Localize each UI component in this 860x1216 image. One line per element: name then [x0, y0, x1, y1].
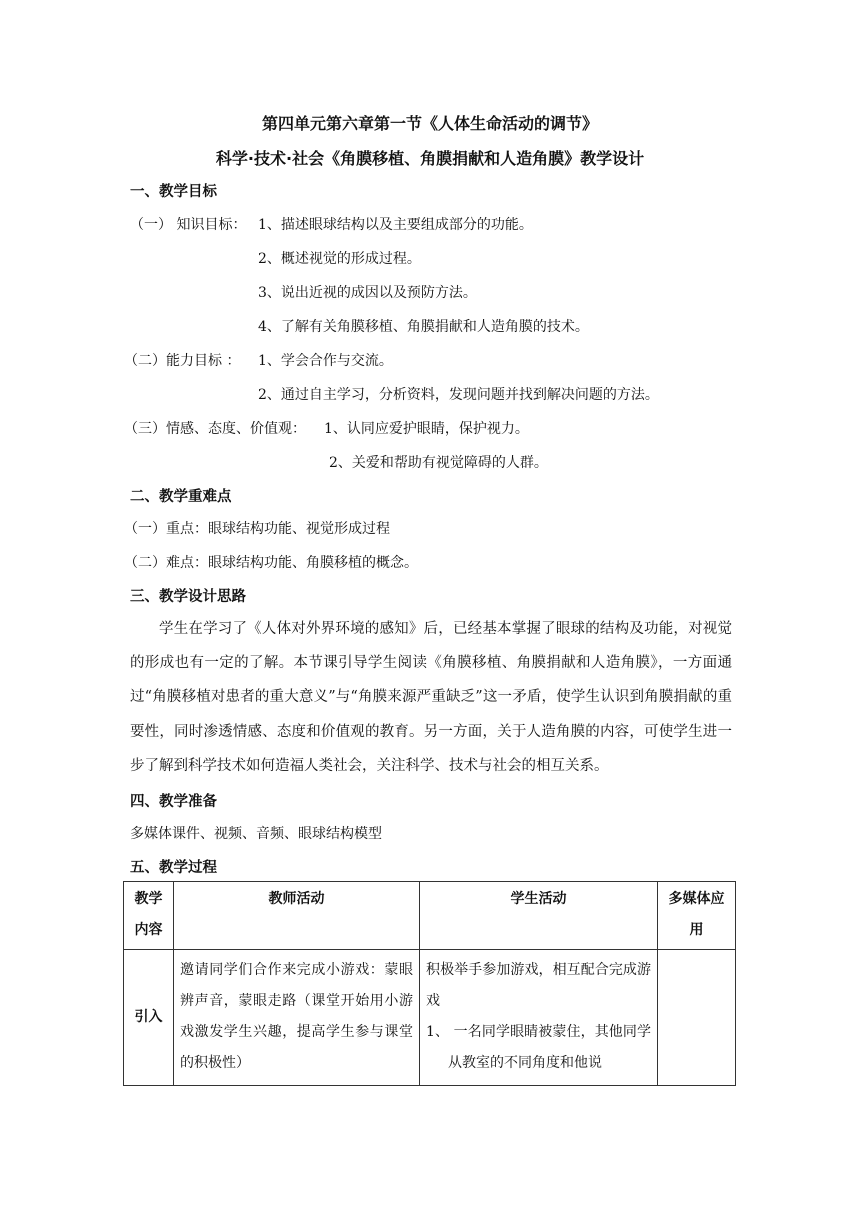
- teaching-materials: 多媒体课件、视频、音频、眼球结构模型: [130, 826, 382, 842]
- difficult-point: （二）难点：眼球结构功能、角膜移植的概念。: [124, 555, 418, 571]
- key-point: （一）重点：眼球结构功能、视觉形成过程: [124, 521, 390, 537]
- section-1-heading: 一、教学目标: [130, 184, 217, 200]
- section-3-heading: 三、教学设计思路: [130, 589, 246, 605]
- row-content-intro: 引入: [124, 950, 174, 1086]
- header-teacher: 教师活动: [174, 882, 420, 950]
- ability-goal-label: （二）能力目标 ：: [124, 353, 241, 369]
- section-4-heading: 四、教学准备: [130, 794, 217, 810]
- section-2-heading: 二、教学重难点: [130, 489, 232, 505]
- lesson-process-table: [123, 881, 736, 1086]
- emotion-goal-1: 1、认同应爱护眼睛，保护视力。: [324, 421, 529, 437]
- knowledge-goal-3: 3、说出近视的成因以及预防方法。: [258, 285, 477, 301]
- row-media: [658, 950, 736, 1086]
- doc-subtitle: 科学·技术·社会《角膜移植、角膜捐献和人造角膜》教学设计: [215, 149, 645, 168]
- ability-goal-2: 2、通过自主学习，分析资料，发现问题并找到解决问题的方法。: [258, 387, 659, 403]
- row-teacher-activity: 邀请同学们合作来完成小游戏：蒙眼辨声音，蒙眼走路（课堂开始用小游戏激发学生兴趣，提高学生参与课堂的积极性）: [174, 950, 420, 1086]
- section-5-heading: 五、教学过程: [130, 860, 217, 876]
- emotion-goal-label: （三）情感、态度、价值观：: [124, 421, 306, 437]
- table-row: [124, 950, 736, 1086]
- knowledge-goal-2: 2、概述视觉的形成过程。: [258, 251, 421, 267]
- student-activity-step-1: 1、 一名同学眼睛被蒙住，其他同学从教室的不同角度和他说: [426, 1024, 651, 1071]
- ability-goal-1: 1、学会合作与交流。: [258, 353, 393, 369]
- header-media: 多媒体应用: [658, 882, 736, 950]
- doc-title: 第四单元第六章第一节《人体生命活动的调节》: [261, 114, 598, 133]
- header-student: 学生活动: [420, 882, 658, 950]
- table-header-row: [124, 882, 736, 950]
- header-content: 教学内容: [124, 882, 174, 950]
- knowledge-goal-label: （一） 知识目标：: [130, 217, 247, 233]
- row-student-activity: [420, 950, 658, 1086]
- design-rationale-paragraph: 学生在学习了《人体对外界环境的感知》后，已经基本掌握了眼球的结构及功能，对视觉的形成也有一定的了解。本节课引导学生阅读《角膜移植、角膜捐献和人造角膜》，一方面通过“角膜移植对患者的重大意义”与“角膜来源严重缺乏”这一矛盾，使学生认识到角膜捐献的重要性，同时渗透情感、态度和价值观的教育。另一方面，关于人造角膜的内容，可使学生进一步了解到科学技术如何造福人类社会，关注科学、技术与社会的相互关系。: [130, 621, 732, 774]
- student-activity-text: 积极举手参加游戏，相互配合完成游戏: [426, 962, 651, 1009]
- emotion-goal-2: 2、关爱和帮助有视觉障碍的人群。: [329, 455, 548, 471]
- knowledge-goal-4: 4、了解有关角膜移植、角膜捐献和人造角膜的技术。: [258, 319, 589, 335]
- knowledge-goal-1: 1、描述眼球结构以及主要组成部分的功能。: [258, 217, 533, 233]
